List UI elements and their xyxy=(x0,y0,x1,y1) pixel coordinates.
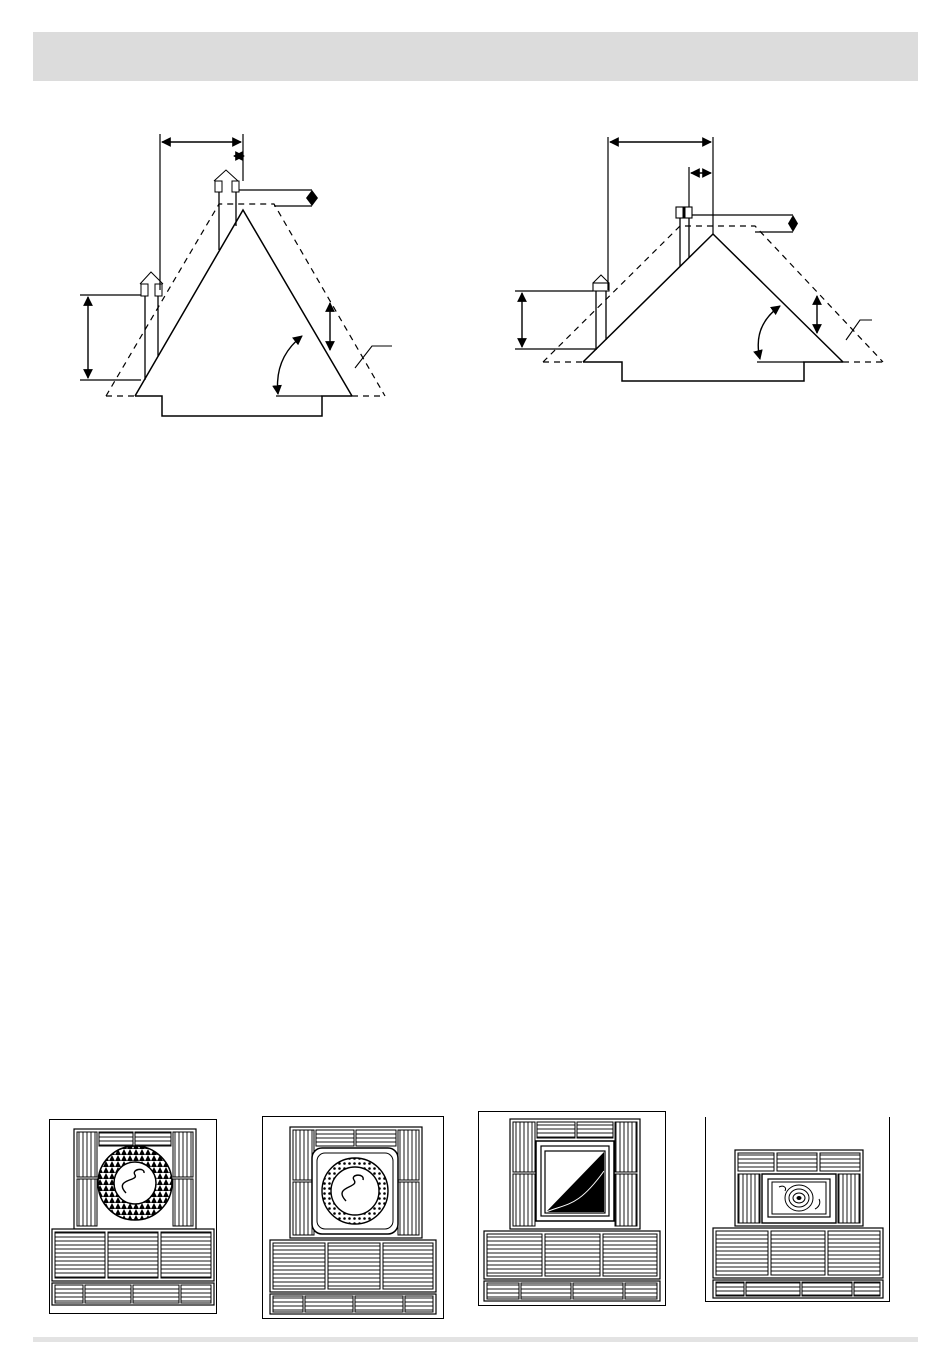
fireplace-face-panel-round-mesh xyxy=(49,1119,217,1314)
fireplace-face-panel-round-ring xyxy=(262,1116,444,1319)
header-bar xyxy=(33,32,918,81)
roof-clearance-diagram-steep xyxy=(70,125,400,425)
roof-clearance-diagram-shallow xyxy=(510,128,890,388)
fireplace-face-panel-square-diagonal xyxy=(478,1111,666,1306)
footer-rule xyxy=(33,1337,918,1342)
fireplace-face-panel-small-spiral xyxy=(705,1117,890,1302)
